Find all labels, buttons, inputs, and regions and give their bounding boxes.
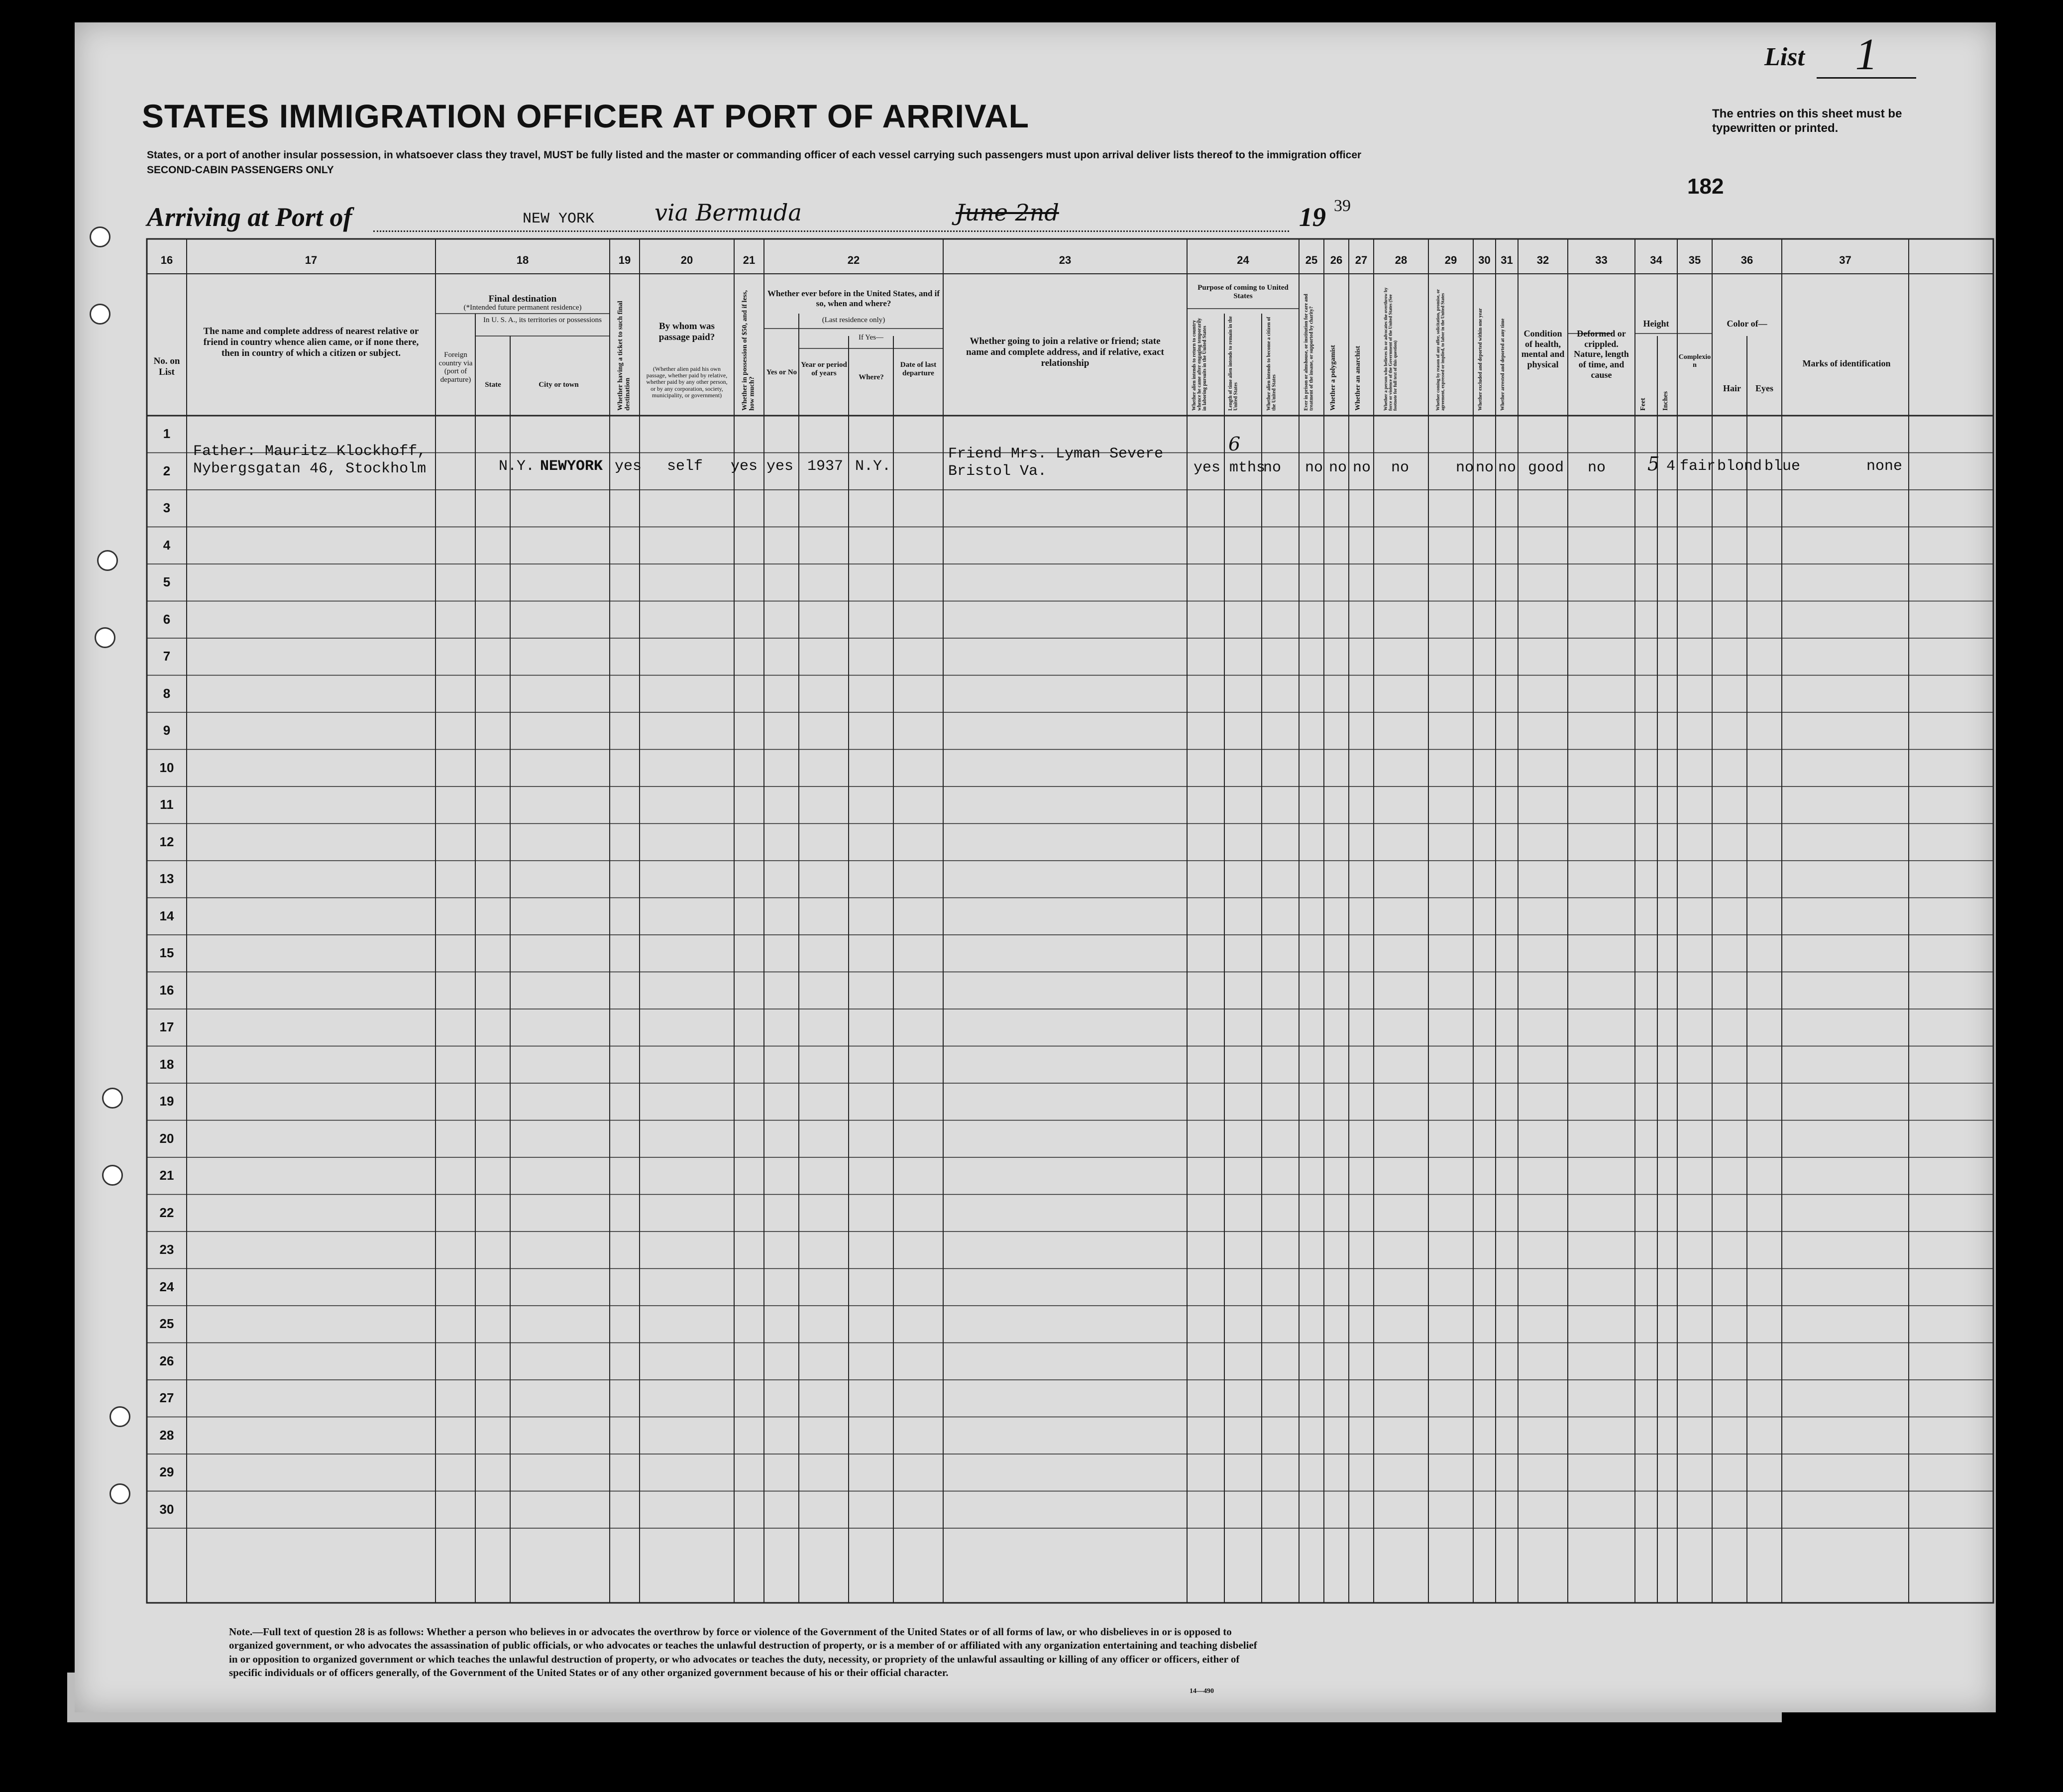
overthrow-value: no xyxy=(1391,459,1410,476)
header-foreign-country: Foreign country via (port of departure) xyxy=(438,351,473,384)
header-arrested: Whether arrested and deported at any time xyxy=(1500,318,1506,411)
feet-value: 5 xyxy=(1647,453,1660,475)
row-number: 8 xyxy=(163,685,171,701)
list-number: 1 xyxy=(1817,32,1916,79)
header-city: City or town xyxy=(539,381,579,389)
citizen-value: no xyxy=(1263,459,1282,476)
typewritten-instructions: The entries on this sheet must be typewritten or printed. xyxy=(1712,107,1902,135)
where-value: N.Y. xyxy=(855,458,891,475)
header-anarchist: Whether an anarchist xyxy=(1354,345,1362,411)
row-number: 6 xyxy=(163,611,171,627)
header-in-usa: In U. S. A., its territories or possessions xyxy=(483,316,602,324)
row-number: 26 xyxy=(159,1353,174,1368)
column-number: 34 xyxy=(1650,254,1662,266)
header-if-yes: If Yes— xyxy=(858,334,883,341)
length-number: 6 xyxy=(1228,433,1241,455)
eyes-value: blue xyxy=(1764,458,1801,475)
header-state: State xyxy=(485,381,501,389)
row-number: 1 xyxy=(163,426,171,442)
row-number: 5 xyxy=(163,574,171,590)
row-number: 21 xyxy=(159,1168,174,1183)
row-number: 17 xyxy=(159,1019,174,1035)
header-passage-note: (Whether alien paid his own passage, whether paid by relative, whether paid by any other person, or by any corporation, society, municipality, or government) xyxy=(646,365,728,399)
marks-value: none xyxy=(1866,458,1903,475)
inches-value: 4 xyxy=(1666,458,1676,475)
header-purpose-return: Whether alien intends to return to country whence he came after engaging temporarily in laboring pursuits in the United States xyxy=(1192,318,1207,411)
column-number: 33 xyxy=(1595,254,1608,266)
row-number: 15 xyxy=(159,945,174,961)
prison-value: no xyxy=(1305,459,1323,476)
via-value: via Bermuda xyxy=(654,199,802,226)
header-eyes: Eyes xyxy=(1755,383,1773,393)
list-label: List xyxy=(1764,43,1805,71)
labor-value: no xyxy=(1456,459,1474,476)
column-number: 20 xyxy=(680,254,693,266)
purpose-return-value: yes xyxy=(1194,459,1221,476)
column-number: 37 xyxy=(1839,254,1851,266)
column-number: 16 xyxy=(160,254,173,266)
column-number: 31 xyxy=(1501,254,1513,266)
form-title: STATES IMMIGRATION OFFICER AT PORT OF ARRIVAL xyxy=(142,98,1029,134)
join-line-1: Friend Mrs. Lyman Severe xyxy=(948,446,1164,462)
form-subtitle: States, or a port of another insular possession, in whatsoever class they travel, MUST be fully listed and the master or commanding officer of each vessel carrying such passengers must upon arrival deliver lists thereof to the immigration officer xyxy=(147,149,1362,161)
header-overthrow: Whether a person who believes in or advocates the overthrow by force or violence of the Government of the United States (See footnote for full text of this question) xyxy=(1383,287,1398,411)
hair-value: blond xyxy=(1717,458,1762,475)
dest-city: NEWYORK xyxy=(540,458,603,475)
row-number: 30 xyxy=(159,1501,174,1517)
row-number: 20 xyxy=(159,1130,174,1146)
header-purpose: Purpose of coming to United States xyxy=(1197,284,1289,300)
header-feet: Feet xyxy=(1639,398,1647,411)
header-no-on-list: No. on List xyxy=(153,356,180,377)
header-date-departure: Date of last departure xyxy=(900,361,937,377)
row-number: 10 xyxy=(159,760,174,775)
header-health: Condition of health, mental and physical xyxy=(1521,329,1565,370)
before-value: yes xyxy=(766,458,794,475)
row-number: 27 xyxy=(159,1390,174,1406)
cabin-class: SECOND-CABIN PASSENGERS ONLY xyxy=(147,164,334,176)
row-number: 4 xyxy=(163,537,171,553)
row-number: 22 xyxy=(159,1205,174,1220)
header-labor: Whether coming by reason of any offer, solicitation, promise, or agreement, expressed or implied, to labor in the United States xyxy=(1435,289,1445,411)
header-inches: Inches xyxy=(1662,391,1669,411)
header-excluded: Whether excluded and deported within one year xyxy=(1478,308,1483,411)
length-value: mths xyxy=(1229,459,1266,476)
column-number: 23 xyxy=(1059,254,1072,266)
header-nearest-relative: The name and complete address of nearest relative or friend in country whence alien came, or if none there, then in country of which a citizen or subject. xyxy=(203,326,419,358)
header-deformed: Deformed or crippled. Nature, length of time, and cause xyxy=(1574,329,1629,380)
column-number: 17 xyxy=(305,254,318,266)
column-number: 36 xyxy=(1740,254,1753,266)
column-number: 27 xyxy=(1355,254,1368,266)
column-number: 19 xyxy=(618,254,631,266)
row-number: 29 xyxy=(159,1464,174,1480)
page-number: 182 xyxy=(1687,174,1724,199)
footnote-question-28: Note.—Full text of question 28 is as follows: Whether a person who believes in or advocates the overthrow by force or violence of the Government of the United States or of all forms of law, or who disbelieves in or is opposed to organized government, or who advocates the assassination of public officials, or who advocates or teaches the unlawful destruction of property, or is a member of or affiliated with any organization entertaining and teaching disbelief in or opposition to organized government or which teaches the unlawful destruction of property, or who advocates or teaches the duty, necessity, or propriety of the unlawful assaulting or killing of any officer or officers, either of specific individuals or of officers generally, of the Government of the United States or of any other organized government because of his or their official character. xyxy=(229,1626,1257,1679)
header-final-destination-note: (*Intended future permanent residence) xyxy=(463,304,582,312)
row-number: 19 xyxy=(159,1094,174,1109)
column-number: 28 xyxy=(1395,254,1408,266)
row-number: 7 xyxy=(163,649,171,664)
possession-value: yes xyxy=(731,458,758,475)
column-number: 18 xyxy=(516,254,529,266)
header-joining: Whether going to join a relative or friend; state name and complete address, and if relative, exact relationship xyxy=(966,336,1164,368)
column-number: 21 xyxy=(743,254,756,266)
header-year-period: Year or period of years xyxy=(801,361,847,377)
dest-state: N.Y. xyxy=(499,458,535,475)
row-number: 25 xyxy=(159,1316,174,1332)
column-number: 22 xyxy=(847,254,860,266)
row-number: 18 xyxy=(159,1056,174,1072)
arriving-label: Arriving at Port of xyxy=(147,202,352,232)
column-number: 24 xyxy=(1237,254,1249,266)
column-number: 30 xyxy=(1478,254,1491,266)
header-color-of: Color of— xyxy=(1727,319,1767,329)
header-complexion: Complexion xyxy=(1678,353,1711,369)
manifest-grid xyxy=(75,22,1996,1712)
row-number: 2 xyxy=(163,463,171,478)
header-prison: Ever in prison or almshouse, or institution for care and treatment of the insane, or supported by charity? xyxy=(1303,294,1314,411)
row-number: 16 xyxy=(159,982,174,998)
row-number: 13 xyxy=(159,871,174,887)
deformed-value: no xyxy=(1588,459,1606,476)
polygamist-value: no xyxy=(1329,459,1347,476)
ticket-value: yes xyxy=(615,458,642,475)
header-polygamist: Whether a polygamist xyxy=(1329,345,1337,411)
header-final-destination: Final destination xyxy=(488,294,557,304)
header-last-residence: (Last residence only) xyxy=(822,316,885,324)
header-ticket: Whether having a ticket to such final destination xyxy=(617,301,632,411)
passage-value: self xyxy=(667,458,703,475)
column-number: 26 xyxy=(1330,254,1343,266)
year-value: 1937 xyxy=(807,458,844,475)
form-number: 14—490 xyxy=(1190,1687,1214,1695)
relative-line-2: Nybergsgatan 46, Stockholm xyxy=(193,460,427,477)
header-passage-paid: By whom was passage paid? xyxy=(658,321,715,342)
column-number: 25 xyxy=(1305,254,1318,266)
row-number: 14 xyxy=(159,908,174,923)
manifest-sheet xyxy=(75,22,1996,1712)
relative-line-1: Father: Mauritz Klockhoff, xyxy=(193,443,427,460)
row-number: 23 xyxy=(159,1242,174,1257)
row-number: 12 xyxy=(159,834,174,849)
header-purpose-citizen: Whether alien intends to become a citizen of the United States xyxy=(1266,317,1277,411)
row-number: 24 xyxy=(159,1279,174,1294)
row-number: 11 xyxy=(160,797,174,812)
excluded-value: no xyxy=(1476,459,1494,476)
column-number: 32 xyxy=(1536,254,1549,266)
header-possession-50: Whether in possession of $50, and if less, how much? xyxy=(741,290,756,411)
join-line-2: Bristol Va. xyxy=(948,463,1047,480)
health-value: good xyxy=(1528,459,1564,476)
header-ever-before: Whether ever before in the United States, and if so, when and where? xyxy=(767,289,940,308)
row-number: 9 xyxy=(163,723,171,738)
header-yes-no: Yes or No xyxy=(766,368,797,376)
year-suffix: 39 xyxy=(1334,197,1351,215)
port-value: NEW YORK xyxy=(523,211,595,227)
header-marks: Marks of identification xyxy=(1802,358,1891,368)
row-number: 28 xyxy=(159,1427,174,1443)
anarchist-value: no xyxy=(1353,459,1371,476)
column-number: 29 xyxy=(1444,254,1457,266)
header-where: Where? xyxy=(859,373,884,381)
complexion-value: fair xyxy=(1680,458,1716,475)
row-number: 3 xyxy=(163,500,171,516)
header-purpose-length: Length of time alien intends to remain in the United States xyxy=(1228,316,1239,411)
column-number: 35 xyxy=(1688,254,1701,266)
arrested-value: no xyxy=(1498,459,1517,476)
year-prefix: 19 xyxy=(1299,202,1326,232)
date-value: June 2nd xyxy=(956,199,1059,226)
header-height: Height xyxy=(1643,319,1669,329)
header-hair: Hair xyxy=(1723,383,1741,393)
